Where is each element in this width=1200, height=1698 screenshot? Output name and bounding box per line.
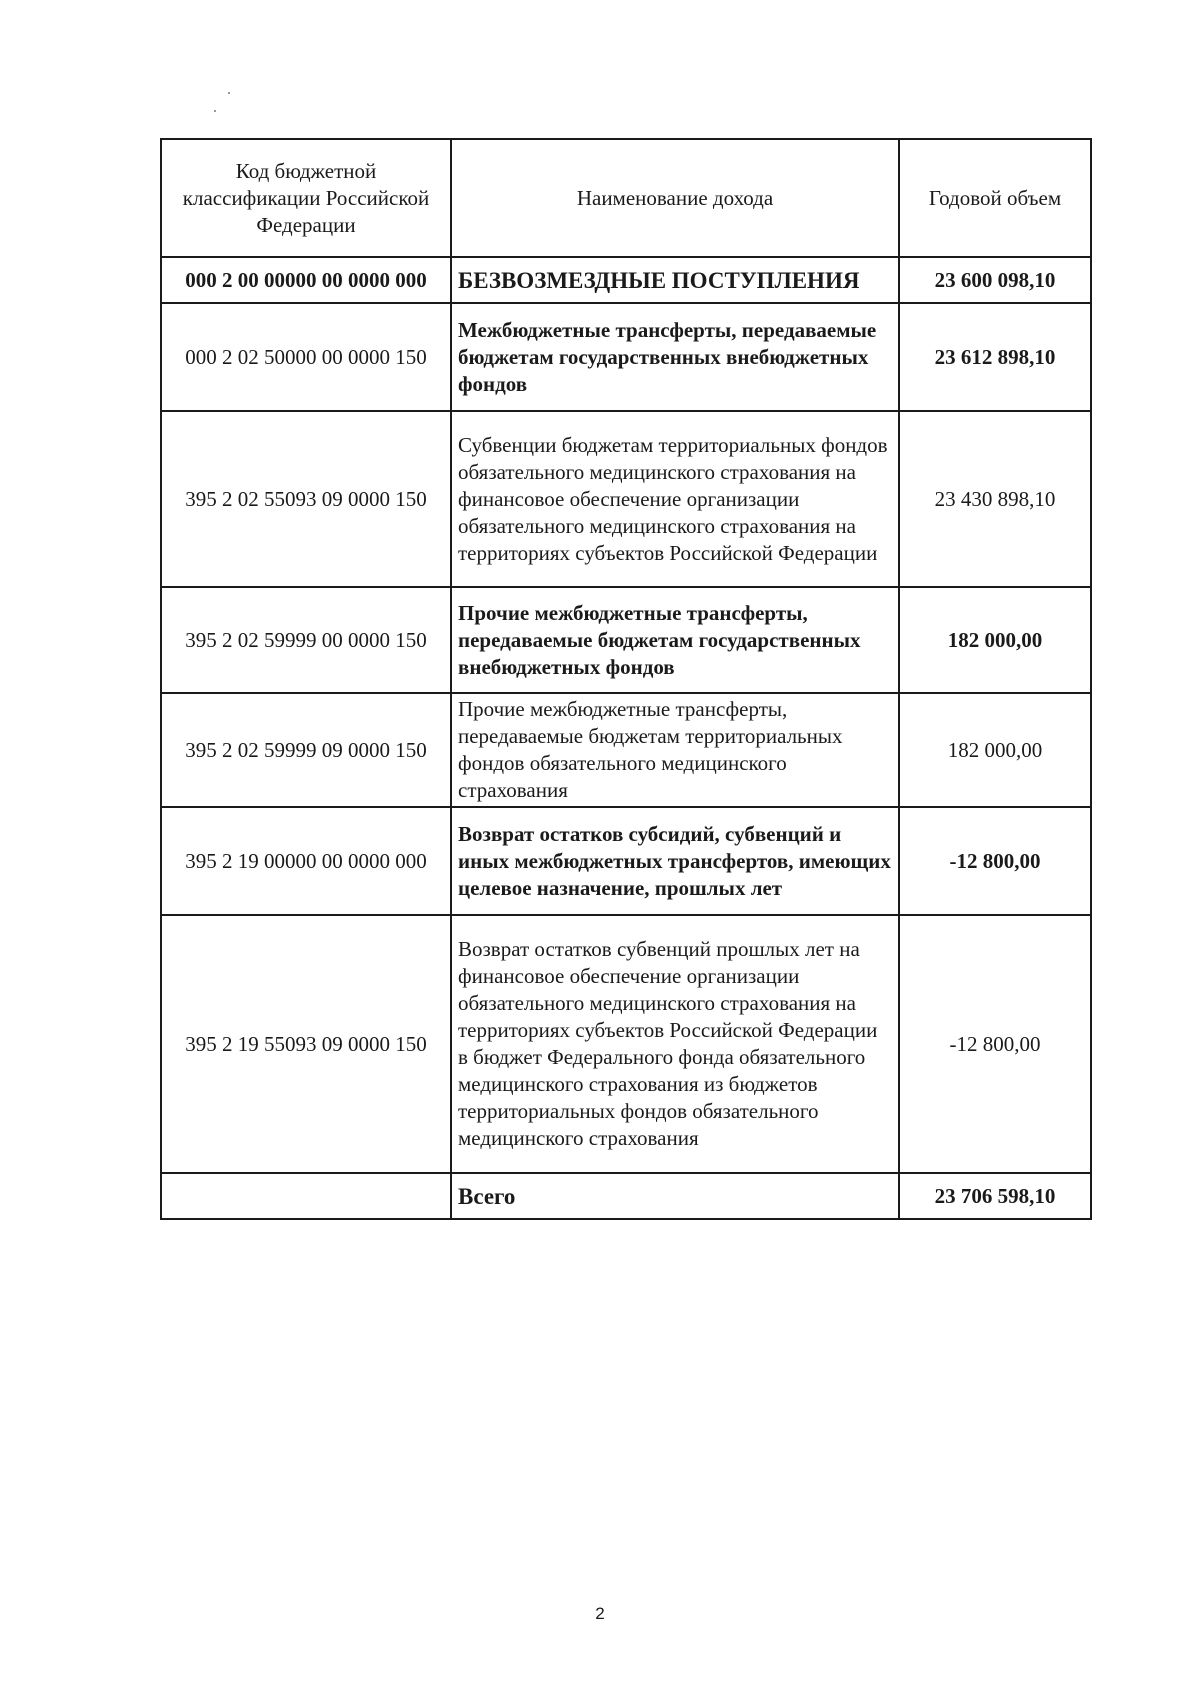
- table-row: [161, 915, 1091, 1173]
- income-table: [160, 138, 1092, 1220]
- row-name: Возврат остатков субвенций прошлых лет на финансовое обеспечение организации обязательного медицинского страхования на территориях субъектов Российской Федерации в бюджет Федерального фонда обязательного медицинского страхования из бюджетов территориальных фондов обязательного медицинского страхования: [451, 915, 899, 1173]
- row-name: Возврат остатков субсидий, субвенций и иных межбюджетных трансфертов, имеющих целевое назначение, прошлых лет: [451, 807, 899, 915]
- total-label: Всего: [451, 1173, 899, 1219]
- header-name: Наименование дохода: [451, 139, 899, 257]
- row-volume: 182 000,00: [899, 587, 1091, 693]
- row-volume: -12 800,00: [899, 915, 1091, 1173]
- table-row: [161, 411, 1091, 587]
- row-code: 000 2 00 00000 00 0000 000: [161, 257, 451, 303]
- total-volume: 23 706 598,10: [899, 1173, 1091, 1219]
- row-name: Субвенции бюджетам территориальных фондов обязательного медицинского страхования на финансовое обеспечение организации обязательного медицинского страхования на территориях субъектов Российской Федерации: [451, 411, 899, 587]
- table-row: [161, 807, 1091, 915]
- row-volume: 23 430 898,10: [899, 411, 1091, 587]
- table-row: [161, 587, 1091, 693]
- row-name: Межбюджетные трансферты, передаваемые бюджетам государственных внебюджетных фондов: [451, 303, 899, 411]
- table-row: [161, 257, 1091, 303]
- row-code: 395 2 02 59999 09 0000 150: [161, 693, 451, 807]
- table-row: [161, 693, 1091, 807]
- table-total-row: [161, 1173, 1091, 1219]
- row-volume: 23 600 098,10: [899, 257, 1091, 303]
- table-row: [161, 303, 1091, 411]
- row-code: 395 2 02 55093 09 0000 150: [161, 411, 451, 587]
- row-name: Прочие межбюджетные трансферты, передаваемые бюджетам государственных внебюджетных фондов: [451, 587, 899, 693]
- row-name: Прочие межбюджетные трансферты, передаваемые бюджетам территориальных фондов обязательного медицинского страхования: [451, 693, 899, 807]
- page-number: 2: [595, 1604, 605, 1623]
- row-volume: 23 612 898,10: [899, 303, 1091, 411]
- row-code: 395 2 19 55093 09 0000 150: [161, 915, 451, 1173]
- row-code: 000 2 02 50000 00 0000 150: [161, 303, 451, 411]
- header-volume: Годовой объем: [899, 139, 1091, 257]
- total-code: [161, 1173, 451, 1219]
- row-code: 395 2 19 00000 00 0000 000: [161, 807, 451, 915]
- row-code: 395 2 02 59999 00 0000 150: [161, 587, 451, 693]
- scan-speck: [214, 110, 216, 112]
- table-header-row: [161, 139, 1091, 257]
- row-name: БЕЗВОЗМЕЗДНЫЕ ПОСТУПЛЕНИЯ: [451, 257, 899, 303]
- header-code: Код бюджетной классификации Российской Федерации: [161, 139, 451, 257]
- scan-speck: [228, 92, 230, 94]
- row-volume: -12 800,00: [899, 807, 1091, 915]
- row-volume: 182 000,00: [899, 693, 1091, 807]
